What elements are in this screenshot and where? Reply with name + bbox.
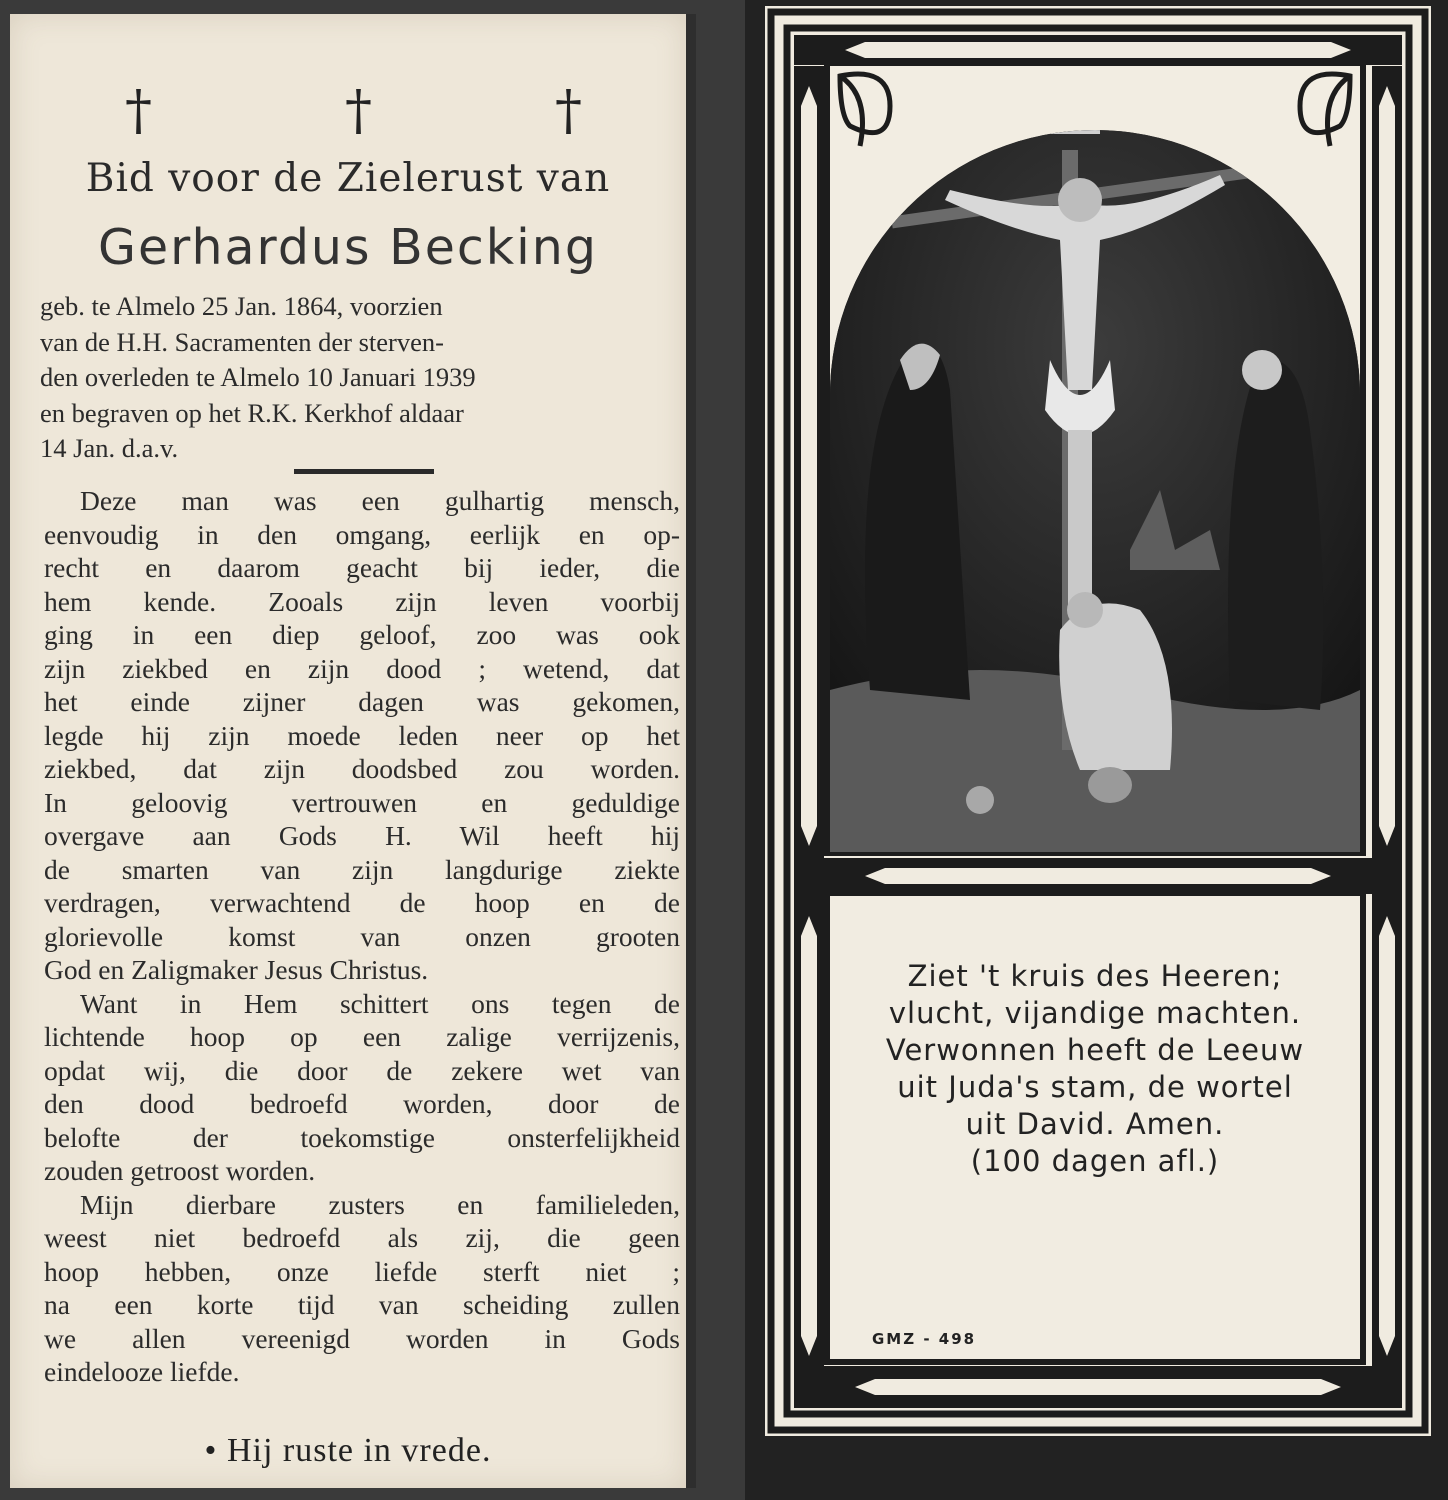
eulogy-line: lichtende hoop op een zalige verrijzenis,: [44, 1021, 680, 1052]
prayer-line: uit Juda's stam, de wortel: [897, 1070, 1293, 1104]
intro-line: 14 Jan. d.a.v.: [40, 433, 179, 463]
eulogy-line: na een korte tijd van scheiding zullen: [44, 1289, 680, 1320]
eulogy-line: ging in een diep geloof, zoo was ook: [44, 619, 680, 650]
prayer-line: Ziet 't kruis des Heeren;: [907, 959, 1283, 993]
eulogy-line: hem kende. Zooals zijn leven voorbij: [44, 585, 680, 617]
crosses-row: [10, 79, 686, 154]
eulogy-line: Mijn dierbare zusters en familieleden,: [80, 1188, 680, 1220]
prayer-line: vlucht, vijandige machten.: [888, 996, 1302, 1030]
eulogy-line: belofte der toekomstige onsterfelijkheid: [44, 1121, 680, 1153]
intro-line: den overleden te Almelo 10 Januari 1939: [40, 362, 476, 392]
crucifixion-image: [830, 130, 1360, 852]
memorial-text-card: [10, 14, 686, 1488]
eulogy-text: [44, 484, 680, 1389]
intro-line: geb. te Almelo 25 Jan. 1864, voorzien: [40, 291, 443, 321]
crucifixion-scene: [830, 130, 1360, 852]
intro-paragraph: [40, 289, 680, 467]
prayer-line: uit David. Amen.: [965, 1107, 1225, 1141]
eulogy-line: den dood bedroefd worden, door de: [44, 1088, 680, 1119]
eulogy-line: de smarten van zijn langdurige ziekte: [44, 853, 680, 885]
cross-icon: †: [345, 79, 372, 142]
prayer-line: (100 dagen afl.): [970, 1144, 1220, 1178]
eulogy-line: hoop hebben, onze liefde sterft niet ;: [44, 1255, 680, 1287]
eulogy-line: eindelooze liefde.: [44, 1356, 240, 1387]
eulogy-line: recht en daarom geacht bij ieder, die: [44, 552, 680, 583]
divider-rule: [294, 469, 434, 474]
eulogy-line: verdragen, verwachtend de hoop en de: [44, 887, 680, 918]
eulogy-line: overgave aan Gods H. Wil heeft hij: [44, 820, 680, 851]
print-code: GMZ - 498: [872, 1330, 977, 1348]
deceased-name: Gerhardus Becking: [98, 219, 598, 276]
cross-icon: †: [125, 79, 152, 142]
eulogy-line: zijn ziekbed en zijn dood ; wetend, dat: [44, 652, 680, 684]
card-title: Bid voor de Zielerust van: [85, 156, 611, 201]
eulogy-line: glorievolle komst van onzen grooten: [44, 920, 680, 952]
eulogy-line: legde hij zijn moede leden neer op het: [44, 719, 680, 751]
eulogy-line: opdat wij, die door de zekere wet van: [44, 1054, 680, 1086]
closing-line: • Hij ruste in vrede.: [204, 1432, 492, 1469]
eulogy-line: weest niet bedroefd als zij, die geen: [44, 1222, 680, 1253]
eulogy-line: ziekbed, dat zijn doodsbed zou worden.: [44, 753, 680, 784]
eulogy-line: eenvoudig in den omgang, eerlijk en op-: [44, 518, 680, 550]
cross-icon: †: [555, 79, 582, 142]
intro-line: en begraven op het R.K. Kerkhof aldaar: [40, 397, 464, 428]
eulogy-line: God en Zaligmaker Jesus Christus.: [44, 954, 429, 985]
eulogy-line: zouden getroost worden.: [44, 1155, 316, 1186]
intro-line: van de H.H. Sacramenten der sterven-: [40, 326, 444, 357]
eulogy-line: het einde zijner dagen was gekomen,: [44, 686, 680, 717]
prayer-line: Verwonnen heeft de Leeuw: [885, 1033, 1305, 1067]
eulogy-line: Want in Hem schittert ons tegen de: [80, 987, 680, 1019]
eulogy-line: In geloovig vertrouwen en geduldige: [44, 786, 680, 818]
prayer-text: [830, 958, 1360, 1180]
eulogy-line: Deze man was een gulhartig mensch,: [80, 485, 680, 516]
eulogy-line: we allen vereenigd worden in Gods: [44, 1322, 680, 1354]
